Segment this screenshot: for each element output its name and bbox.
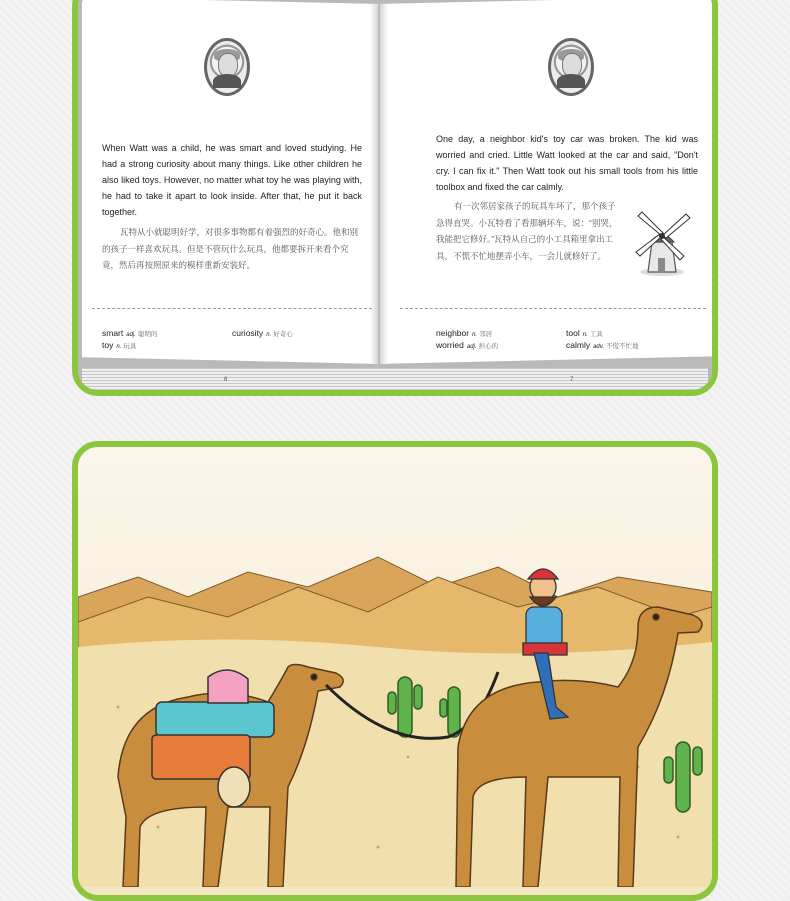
page-number-right: 7 xyxy=(570,377,574,383)
vocab-item: worried adj. 担心的 xyxy=(436,340,499,350)
portrait-icon xyxy=(204,38,250,96)
desert-illustration-frame xyxy=(72,441,718,901)
windmill-icon xyxy=(626,198,696,278)
vocab-item: tool n. 工具 xyxy=(566,328,603,338)
vocab-item: neighbor n. 邻居 xyxy=(436,328,493,338)
page-number-left: 6 xyxy=(224,377,228,383)
book-spread-frame xyxy=(72,0,718,396)
left-chinese-text: 瓦特从小就聪明好学，对很多事物都有着强烈的好奇心。他和别的孩子一样喜欢玩具。但是不管玩什么玩具，他都要拆开来看个究竟，然后再按照原来的模样重新安装好。 xyxy=(102,227,359,270)
vocab-item: curiosity n. 好奇心 xyxy=(232,328,293,338)
desert-scene xyxy=(78,447,712,887)
vocab-item: smart adj. 聪明的 xyxy=(102,328,158,338)
right-chinese-text: 有一次邻居家孩子的玩具车坏了，那个孩子急得直哭。小瓦特看了看那辆坏车，说：“别哭，我能把它修好。”瓦特从自己的小工具箱里拿出工具，不慌不忙地摆弄小车，一会儿就修好了。 xyxy=(436,201,618,261)
book-gutter xyxy=(370,4,388,364)
vocab-item: calmly adv. 不慌不忙地 xyxy=(566,340,639,350)
right-english-text: One day, a neighbor kid's toy car was broken. The kid was worried and cried. Little Watt looked at the car and said, "Don't cry. I can fix it." Then Watt took out his small tools from his little toolbox and fixed the car calmly. xyxy=(436,134,698,192)
page-edges xyxy=(82,368,708,390)
left-english-text: When Watt was a child, he was smart and loved studying. He had a strong curiosity about many things. Like other children he also liked toys. However, no matter what toy he was playing with, he had to take it apart to look inside. After that, he put it back together. xyxy=(102,143,362,217)
vocab-item: toy n. 玩具 xyxy=(102,340,137,350)
vocab-divider xyxy=(400,308,706,309)
vocab-divider xyxy=(92,308,372,309)
portrait-icon xyxy=(548,38,594,96)
